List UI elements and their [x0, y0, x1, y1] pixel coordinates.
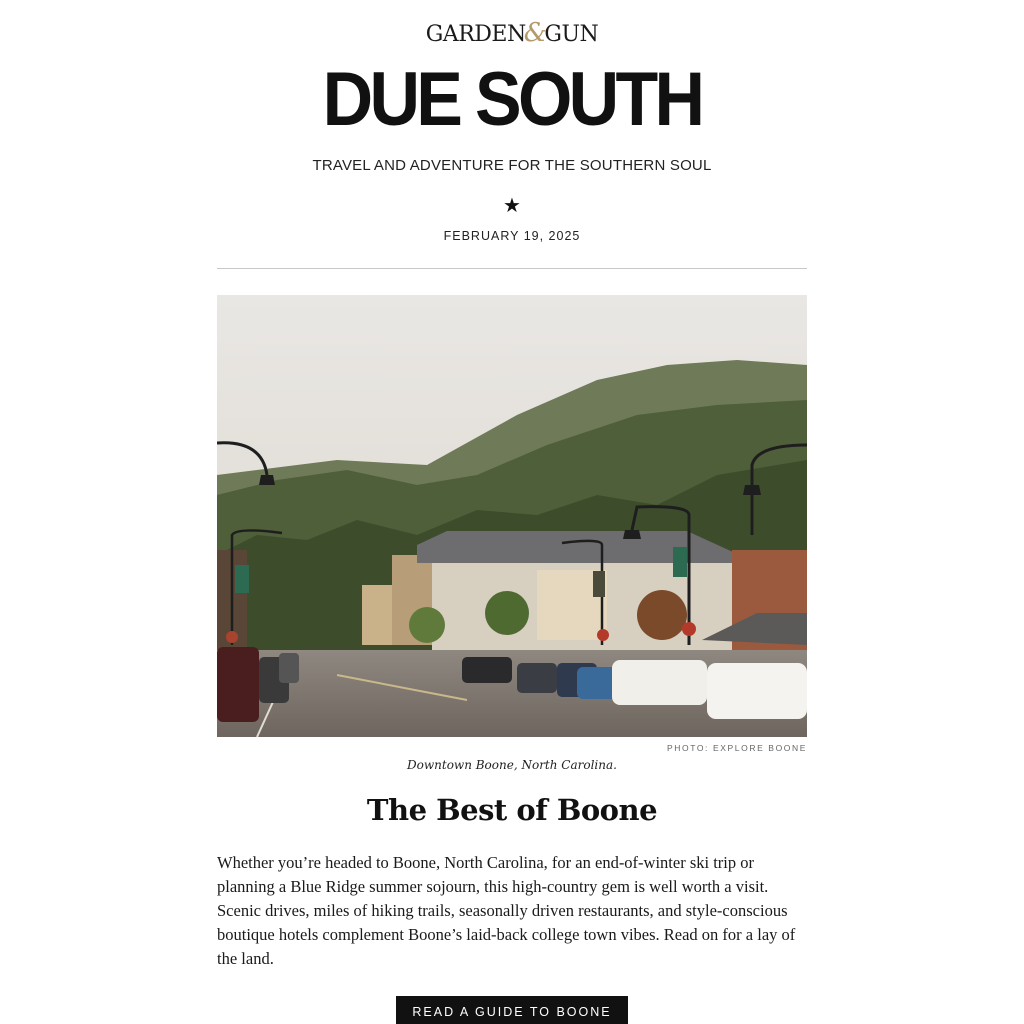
photo-credit: PHOTO: EXPLORE BOONE [666, 743, 807, 753]
brand-logo[interactable] [0, 18, 1024, 50]
hero-photo-illustration [217, 295, 807, 737]
brand-logo-ampersand: & [523, 18, 547, 48]
newsletter-title: DUE SOUTH [322, 57, 702, 142]
brand-logo-left: GARDEN [425, 22, 526, 47]
brand-logo-right: GUN [544, 22, 599, 47]
article-body: Whether you’re headed to Boone, North Carolina, for an end-of-winter ski trip or planning a Blue Ridge summer sojourn, this high-country gem is well worth a visit. Scenic drives, miles of hiking trails, seasonally driven restaurants, and style-conscious boutique hotels complement Boone’s laid-back college town vibes. Read on for a lay of the land. [217, 853, 796, 968]
article-headline[interactable]: The Best of Boone [366, 793, 658, 827]
photo-caption: Downtown Boone, North Carolina. [407, 758, 617, 772]
read-guide-button[interactable]: READ A GUIDE TO BOONE [396, 996, 628, 1024]
header-divider [217, 268, 807, 269]
newsletter-tagline: TRAVEL AND ADVENTURE FOR THE SOUTHERN SOUL [312, 157, 712, 174]
issue-date: FEBRUARY 19, 2025 [443, 229, 581, 243]
star-icon: ★ [503, 193, 521, 217]
hero-image[interactable] [217, 295, 807, 737]
